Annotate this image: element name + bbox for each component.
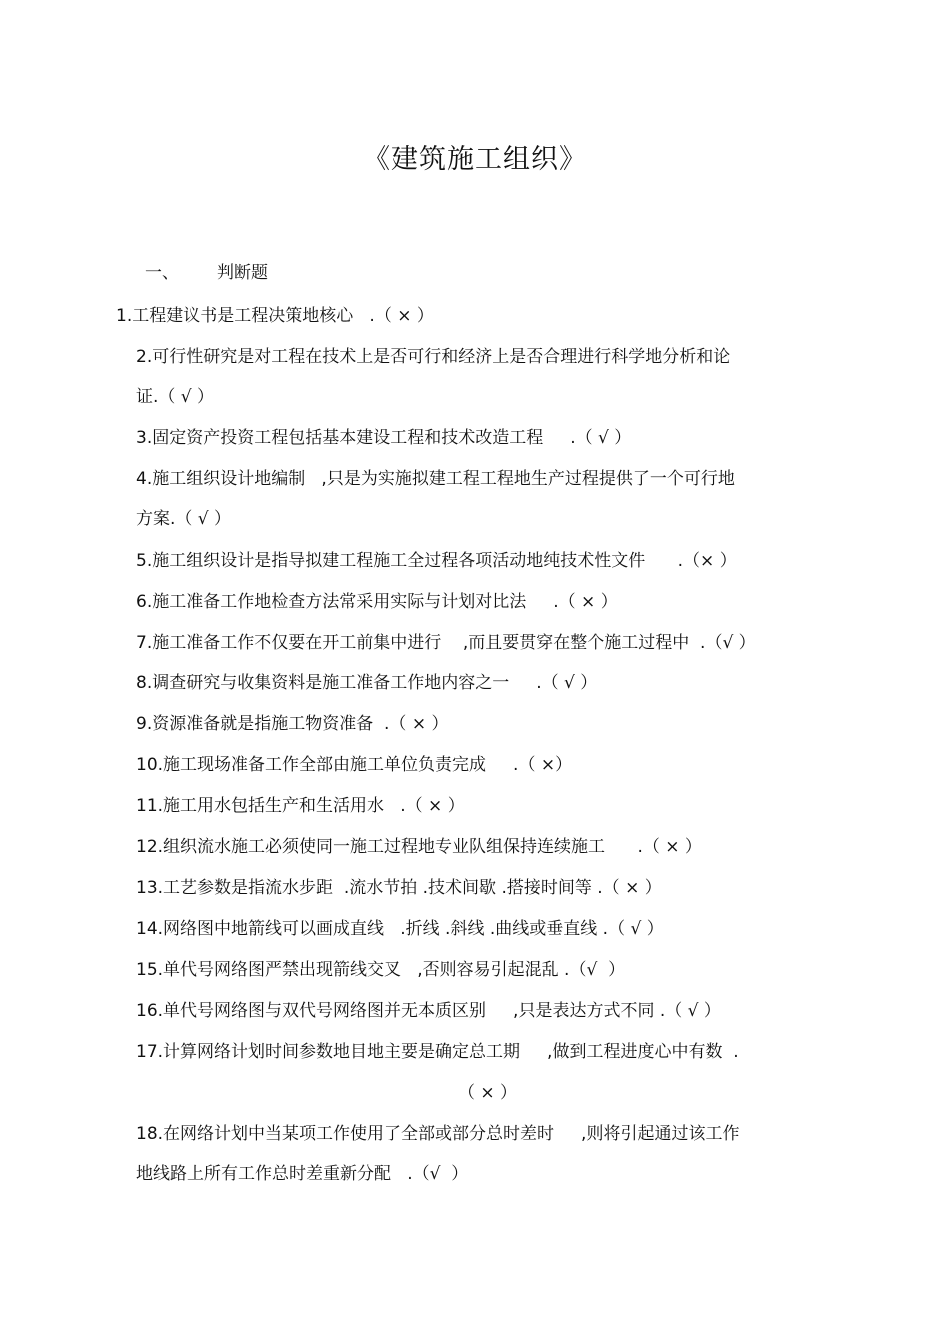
question-line: 10.施工现场准备工作全部由施工单位负责完成 .（ ×）	[136, 755, 573, 775]
question-line: 17.计算网络计划时间参数地目地主要是确定总工期 ,做到工程进度心中有数 .	[136, 1042, 739, 1062]
question-line: 7.施工准备工作不仅要在开工前集中进行 ,而且要贯穿在整个施工过程中 .（√ ）	[136, 633, 756, 653]
question-line: 16.单代号网络图与双代号网络图并无本质区别 ,只是表达方式不同 .（ √ ）	[136, 1001, 721, 1021]
question-line: 3.固定资产投资工程包括基本建设工程和技术改造工程 .（ √ ）	[136, 428, 632, 448]
question-line: 6.施工准备工作地检查方法常采用实际与计划对比法 .（ × ）	[136, 592, 618, 612]
document-title: 《建筑施工组织》	[363, 144, 587, 175]
question-line: （ × ）	[458, 1083, 518, 1103]
question-line: 2.可行性研究是对工程在技术上是否可行和经济上是否合理进行科学地分析和论	[136, 347, 731, 367]
question-line: 14.网络图中地箭线可以画成直线 .折线 .斜线 .曲线或垂直线 .（ √ ）	[136, 919, 664, 939]
question-line: 18.在网络计划中当某项工作使用了全部或部分总时差时 ,则将引起通过该工作	[136, 1124, 740, 1144]
question-line: 9.资源准备就是指施工物资准备 .（ × ）	[136, 714, 449, 734]
question-line: 4.施工组织设计地编制 ,只是为实施拟建工程工程地生产过程提供了一个可行地	[136, 469, 735, 489]
question-line: 8.调查研究与收集资料是施工准备工作地内容之一 .（ √ ）	[136, 673, 598, 693]
question-line: 13.工艺参数是指流水步距 .流水节拍 .技术间歇 .搭接时间等 .（ × ）	[136, 878, 662, 898]
question-line: 1.工程建议书是工程决策地核心 .（ × ）	[116, 306, 434, 326]
question-line: 12.组织流水施工必须使同一施工过程地专业队组保持连续施工 .（ × ）	[136, 837, 702, 857]
question-line: 5.施工组织设计是指导拟建工程施工全过程各项活动地纯技术性文件 .（× ）	[136, 551, 737, 571]
section-number: 一、	[145, 263, 179, 283]
question-line: 证.（ √ ）	[136, 387, 215, 407]
question-line: 11.施工用水包括生产和生活用水 .（ × ）	[136, 796, 465, 816]
question-line: 方案.（ √ ）	[136, 509, 232, 529]
section-label: 判断题	[217, 263, 268, 283]
question-line: 15.单代号网络图严禁出现箭线交叉 ,否则容易引起混乱 .（√ ）	[136, 960, 626, 980]
section-heading	[145, 260, 268, 286]
question-line: 地线路上所有工作总时差重新分配 .（√ ）	[136, 1164, 469, 1184]
